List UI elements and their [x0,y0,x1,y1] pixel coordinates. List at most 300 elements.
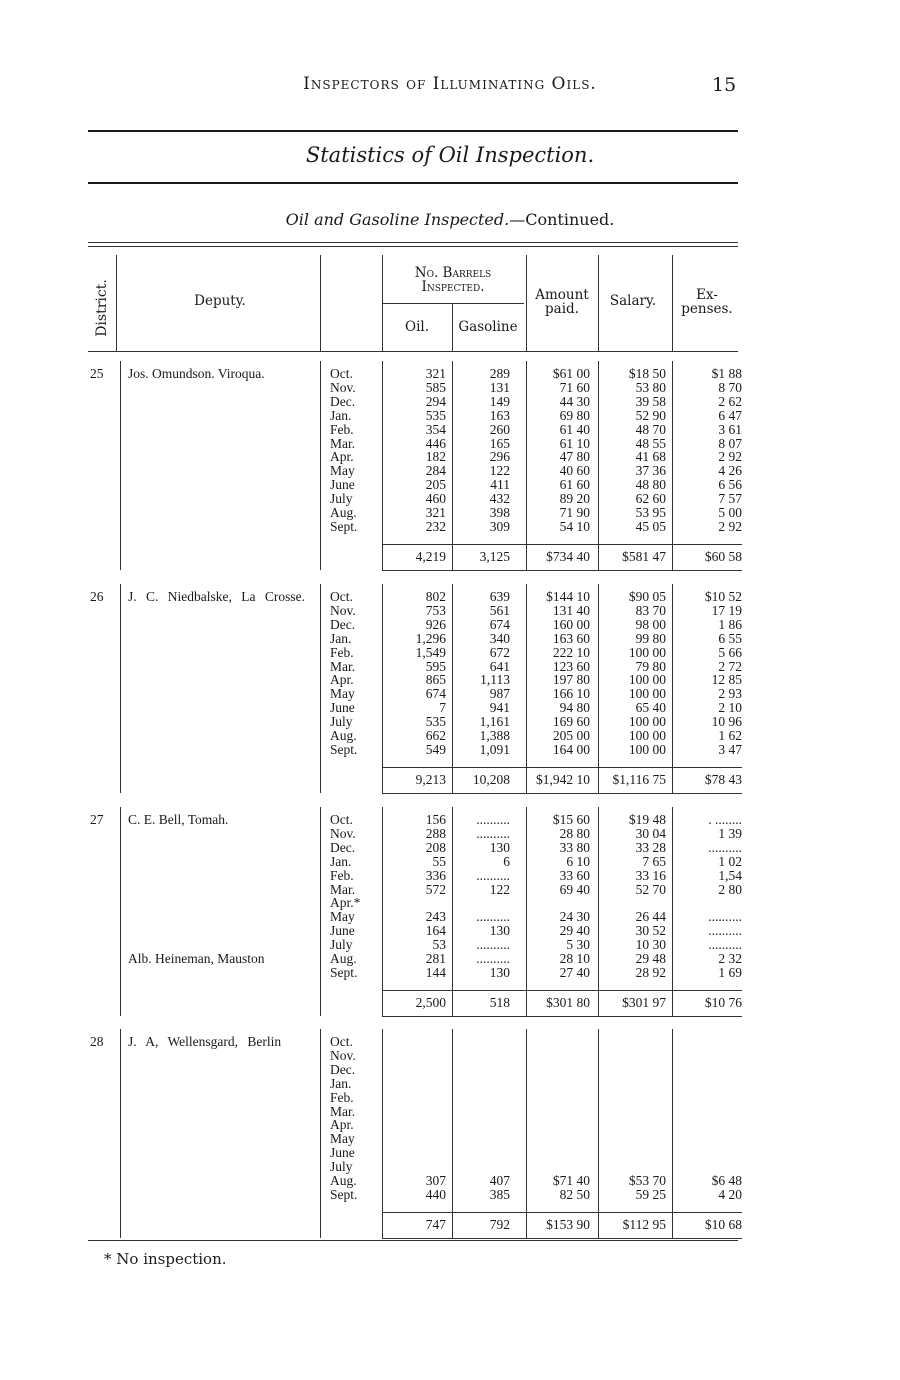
column-rule [526,361,527,570]
total-rule [382,990,742,991]
cell-oil: 336 [425,867,446,883]
cell-expenses: 5 00 [718,505,742,520]
column-rule [382,584,383,793]
cell-expenses: 2 72 [718,658,742,674]
month-label: Jan. [330,1075,352,1091]
cell-gasoline: 987 [489,686,510,702]
cell-oil: 208 [425,839,446,855]
cell-amount-paid: 33 80 [559,839,590,855]
cell-salary: 37 36 [635,463,666,479]
cell-oil: 288 [425,825,446,841]
cell-oil: 1,549 [415,644,446,660]
cell-gasoline: 432 [489,491,510,507]
total-oil: 9,213 [415,771,446,787]
cell-gasoline: 1,388 [479,728,510,743]
total-expenses: $78 43 [704,771,742,787]
month-label: Sept. [330,518,358,534]
cell-salary: 48 80 [635,477,666,493]
cell-expenses: . ........ [708,812,742,827]
cell-gasoline: 398 [489,505,510,520]
month-label: Mar. [330,1103,356,1119]
cell-expenses: $6 48 [711,1173,742,1188]
cell-amount-paid: 69 80 [559,407,590,423]
total-expenses: $60 58 [704,548,742,564]
cell-amount-paid: 54 10 [559,518,590,534]
total-amount-paid: $301 80 [546,994,590,1010]
column-rule [320,1029,321,1238]
month-label: Dec. [330,616,356,632]
total-amount-paid: $153 90 [546,1216,590,1232]
cell-salary: 52 70 [635,881,666,897]
district-number: 27 [90,812,104,827]
month-label: Apr. [330,1117,354,1133]
total-salary: $581 47 [622,548,666,564]
total-rule [382,1212,742,1213]
deputy-name: J. C. Niedbalske, La Crosse. [128,589,305,604]
cell-amount-paid: 71 60 [559,379,590,395]
cell-amount-paid: 29 40 [559,923,590,939]
cell-amount-paid: 40 60 [559,463,590,479]
cell-salary: $53 70 [628,1173,666,1188]
cell-amount-paid: 123 60 [552,658,590,674]
cell-salary: 48 70 [635,421,666,437]
cell-expenses: $10 52 [704,589,742,604]
total-gasoline: 3,125 [479,548,510,564]
cell-salary: 65 40 [635,700,666,716]
page-number: 15 [712,74,737,96]
cell-salary: 62 60 [635,491,666,507]
subtitle-italic: Oil and Gasoline Inspected. [285,210,510,229]
month-label: Apr. [330,449,354,465]
cell-salary: 100 00 [628,741,666,757]
cell-gasoline: 122 [489,463,510,479]
cell-salary: 33 28 [635,839,666,855]
district-number: 26 [90,589,104,604]
column-rule [526,807,527,1016]
cell-amount-paid: 27 40 [559,964,590,980]
cell-gasoline: 407 [489,1173,510,1188]
cell-salary: 100 00 [628,672,666,688]
cell-oil: 446 [425,435,446,451]
column-rule [526,584,527,793]
month-label: Aug. [330,1173,357,1188]
month-label: July [330,1159,353,1175]
cell-oil: 144 [425,964,446,980]
cell-gasoline: .......... [476,825,510,841]
cell-salary: 48 55 [635,435,666,451]
cell-oil: 307 [425,1173,446,1188]
table-subtitle [0,210,900,229]
cell-expenses: .......... [708,937,742,953]
cell-salary: 53 80 [635,379,666,395]
cell-amount-paid: 5 30 [566,937,590,953]
cell-amount-paid: 197 80 [552,672,590,688]
month-label: Mar. [330,881,356,897]
cell-gasoline: 385 [489,1186,510,1202]
month-label: Sept. [330,1186,358,1202]
month-label: July [330,714,353,730]
cell-oil: 1,296 [415,630,446,646]
month-label: June [330,477,355,493]
total-amount-paid: $734 40 [546,548,590,564]
cell-salary: 100 00 [628,644,666,660]
header-column-rule [116,255,117,351]
cell-oil: 53 [432,937,446,953]
cell-expenses: 1 02 [718,853,742,869]
cell-amount-paid: $144 10 [546,589,590,604]
month-label: Feb. [330,421,354,437]
cell-expenses: 6 47 [718,407,742,423]
month-label: June [330,923,355,939]
month-label: Aug. [330,505,357,520]
cell-gasoline: 130 [489,923,510,939]
cell-gasoline: 561 [489,602,510,618]
cell-expenses: 2 92 [718,449,742,465]
month-label: Dec. [330,839,356,855]
cell-amount-paid: 89 20 [559,491,590,507]
barrels-group-header: No. Barrels Inspected. [414,265,492,295]
cell-amount-paid: 205 00 [552,728,590,743]
cell-amount-paid: $71 40 [552,1173,590,1188]
total-gasoline: 792 [489,1216,510,1232]
cell-gasoline: .......... [476,951,510,966]
cell-gasoline: 309 [489,518,510,534]
cell-salary: 26 44 [635,909,666,925]
cell-expenses: 3 61 [718,421,742,437]
cell-expenses: 6 55 [718,630,742,646]
month-label: Feb. [330,644,354,660]
cell-expenses: 5 66 [718,644,742,660]
cell-gasoline: 674 [489,616,510,632]
cell-gasoline: .......... [476,812,510,827]
district-header: District. [94,278,110,337]
cell-oil: 321 [425,366,446,381]
cell-oil: 865 [425,672,446,688]
cell-oil: 7 [439,700,446,716]
cell-gasoline: 131 [489,379,510,395]
subtitle-continued: —Continued. [509,210,615,229]
cell-expenses: 6 56 [718,477,742,493]
footnote: * No inspection. [104,1250,227,1268]
total-oil: 747 [425,1216,446,1232]
deputy-name: J. A, Wellensgard, Berlin [128,1034,282,1049]
month-label: Jan. [330,407,352,423]
title-rule-top [88,130,738,132]
cell-gasoline: 1,091 [479,741,510,757]
cell-salary: 52 90 [635,407,666,423]
month-label: Feb. [330,867,354,883]
total-salary: $1,116 75 [612,771,666,787]
column-rule [598,584,599,793]
cell-amount-paid: 160 00 [552,616,590,632]
header-column-rule [672,255,673,351]
table-top-rule-2 [88,246,738,247]
month-label: July [330,491,353,507]
cell-expenses: 7 57 [718,491,742,507]
month-label: June [330,1145,355,1161]
cell-oil: 354 [425,421,446,437]
cell-expenses: 3 47 [718,741,742,757]
header-column-rule [382,255,383,351]
total-gasoline: 10,208 [472,771,510,787]
cell-gasoline: 672 [489,644,510,660]
cell-expenses: 8 70 [718,379,742,395]
cell-oil: 662 [425,728,446,743]
month-label: May [330,463,355,479]
cell-gasoline: 1,161 [479,714,510,730]
cell-oil: 585 [425,379,446,395]
cell-oil: 572 [425,881,446,897]
cell-amount-paid: 164 00 [552,741,590,757]
cell-oil: 926 [425,616,446,632]
cell-expenses: 17 19 [711,602,742,618]
cell-amount-paid: 71 90 [559,505,590,520]
column-rule [120,807,121,1016]
total-rule [382,544,742,545]
column-rule [320,361,321,570]
cell-expenses: 8 07 [718,435,742,451]
month-label: June [330,700,355,716]
cell-oil: 281 [425,951,446,966]
cell-oil: 802 [425,589,446,604]
gasoline-header: Gasoline [458,319,518,335]
month-label: Jan. [330,853,352,869]
total-oil: 2,500 [415,994,446,1010]
month-label: Mar. [330,435,356,451]
total-salary: $112 95 [622,1216,666,1232]
cell-oil: 535 [425,714,446,730]
cell-oil: 182 [425,449,446,465]
column-rule [526,1029,527,1238]
cell-gasoline: 289 [489,366,510,381]
cell-amount-paid: 24 30 [559,909,590,925]
deputy-name: Jos. Omundson. Viroqua. [128,366,265,381]
cell-salary: 59 25 [635,1186,666,1202]
cell-expenses: 2 92 [718,518,742,534]
month-label: May [330,686,355,702]
cell-oil: 205 [425,477,446,493]
column-rule [672,584,673,793]
cell-amount-paid: 82 50 [559,1186,590,1202]
cell-gasoline: 163 [489,407,510,423]
cell-salary: 99 80 [635,630,666,646]
cell-oil: 294 [425,393,446,409]
cell-salary: $90 05 [628,589,666,604]
cell-salary: 53 95 [635,505,666,520]
column-rule [452,584,453,793]
cell-amount-paid: 6 10 [566,853,590,869]
cell-amount-paid: 169 60 [552,714,590,730]
month-label: Mar. [330,658,356,674]
cell-oil: 535 [425,407,446,423]
cell-salary: 30 04 [635,825,666,841]
header-column-rule [320,255,321,351]
column-rule [672,361,673,570]
total-oil: 4,219 [415,548,446,564]
cell-amount-paid: 33 60 [559,867,590,883]
month-label: Dec. [330,1061,356,1077]
month-label: July [330,937,353,953]
cell-salary: 45 05 [635,518,666,534]
cell-gasoline: 411 [490,477,510,493]
cell-amount-paid: 163 60 [552,630,590,646]
cell-salary: 41 68 [635,449,666,465]
header-column-rule [526,255,527,351]
column-rule [672,1029,673,1238]
column-rule [320,807,321,1016]
header-column-rule [598,255,599,351]
cell-oil: 243 [425,909,446,925]
cell-amount-paid: 28 10 [559,951,590,966]
column-rule [452,807,453,1016]
column-rule [382,807,383,1016]
cell-oil: 595 [425,658,446,674]
cell-salary: 28 92 [635,964,666,980]
cell-gasoline: 149 [489,393,510,409]
cell-salary: 39 58 [635,393,666,409]
cell-salary: 29 48 [635,951,666,966]
cell-amount-paid: 94 80 [559,700,590,716]
header-column-rule [452,303,453,351]
cell-amount-paid: 61 10 [559,435,590,451]
month-label: Jan. [330,630,352,646]
cell-oil: 440 [425,1186,446,1202]
cell-expenses: 2 80 [718,881,742,897]
month-label: Nov. [330,379,356,395]
month-label: Nov. [330,1047,356,1063]
cell-expenses: 12 85 [711,672,742,688]
column-rule [120,1029,121,1238]
cell-oil: 549 [425,741,446,757]
cell-expenses: 2 62 [718,393,742,409]
total-rule [382,767,742,768]
cell-expenses: 4 26 [718,463,742,479]
cell-gasoline: 6 [503,853,510,869]
block-bottom-rule [382,1016,742,1017]
cell-salary: 30 52 [635,923,666,939]
cell-amount-paid: 166 10 [552,686,590,702]
table-top-rule [88,242,738,243]
column-rule [598,1029,599,1238]
cell-gasoline: 260 [489,421,510,437]
column-rule [598,807,599,1016]
cell-gasoline: .......... [476,909,510,925]
table-bottom-rule [88,1240,738,1241]
month-label: Aug. [330,728,357,743]
cell-amount-paid: 222 10 [552,644,590,660]
cell-expenses: .......... [708,923,742,939]
expenses-header: Ex-penses. [681,287,733,317]
cell-expenses: 1 69 [718,964,742,980]
month-label: May [330,1131,355,1147]
cell-amount-paid: 131 40 [552,602,590,618]
month-label: Oct. [330,366,353,381]
column-rule [382,1029,383,1238]
cell-oil: 156 [425,812,446,827]
cell-amount-paid: 61 60 [559,477,590,493]
cell-expenses: .......... [708,909,742,925]
cell-gasoline: 130 [489,839,510,855]
salary-header: Salary. [609,293,657,309]
cell-salary: 98 00 [635,616,666,632]
month-label: Nov. [330,602,356,618]
month-label: Sept. [330,964,358,980]
deputy-header: Deputy. [194,293,246,309]
cell-expenses: 2 10 [718,700,742,716]
cell-salary: 33 16 [635,867,666,883]
cell-amount-paid: 47 80 [559,449,590,465]
cell-expenses: 2 93 [718,686,742,702]
total-expenses: $10 76 [704,994,742,1010]
cell-oil: 55 [432,853,446,869]
cell-salary: $18 50 [628,366,666,381]
cell-expenses: $1 88 [711,366,742,381]
month-label: Apr. [330,672,354,688]
running-title: Inspectors of Illuminating Oils. [303,74,597,94]
cell-salary: 100 00 [628,686,666,702]
month-label: Oct. [330,589,353,604]
cell-oil: 164 [425,923,446,939]
cell-salary: 100 00 [628,728,666,743]
column-rule [672,807,673,1016]
cell-salary: 7 65 [642,853,666,869]
cell-amount-paid: 61 40 [559,421,590,437]
district-number: 28 [90,1034,104,1049]
month-label: May [330,909,355,925]
cell-gasoline: 340 [489,630,510,646]
amount-paid-header: Amount paid. [535,287,589,317]
month-label: Oct. [330,812,353,827]
cell-expenses: 10 96 [711,714,742,730]
column-rule [120,361,121,570]
column-rule [452,361,453,570]
cell-amount-paid: 28 80 [559,825,590,841]
cell-expenses: 1,54 [718,867,742,883]
total-amount-paid: $1,942 10 [536,771,590,787]
page-title: Statistics of Oil Inspection. [305,143,595,167]
cell-salary: 83 70 [635,602,666,618]
cell-expenses: 4 20 [718,1186,742,1202]
column-rule [320,584,321,793]
total-gasoline: 518 [489,994,510,1010]
cell-oil: 753 [425,602,446,618]
cell-salary: 79 80 [635,658,666,674]
cell-gasoline: .......... [476,867,510,883]
title-rule-bottom [88,182,738,184]
cell-oil: 284 [425,463,446,479]
barrels-divider [382,303,524,304]
cell-gasoline: 639 [489,589,510,604]
cell-gasoline: .......... [476,937,510,953]
month-label: Nov. [330,825,356,841]
month-label: Aug. [330,951,357,966]
cell-amount-paid: 44 30 [559,393,590,409]
cell-salary: 10 30 [635,937,666,953]
district-number: 25 [90,366,104,381]
cell-amount-paid: $61 00 [552,366,590,381]
oil-header: Oil. [405,319,429,335]
block-bottom-rule [382,1238,742,1239]
cell-oil: 321 [425,505,446,520]
block-bottom-rule [382,793,742,794]
deputy-name: Alb. Heineman, Mauston [128,951,265,966]
cell-expenses: 1 39 [718,825,742,841]
month-label: Oct. [330,1034,353,1049]
total-expenses: $10 68 [704,1216,742,1232]
header-bottom-rule [88,351,738,352]
column-rule [120,584,121,793]
cell-salary: 100 00 [628,714,666,730]
